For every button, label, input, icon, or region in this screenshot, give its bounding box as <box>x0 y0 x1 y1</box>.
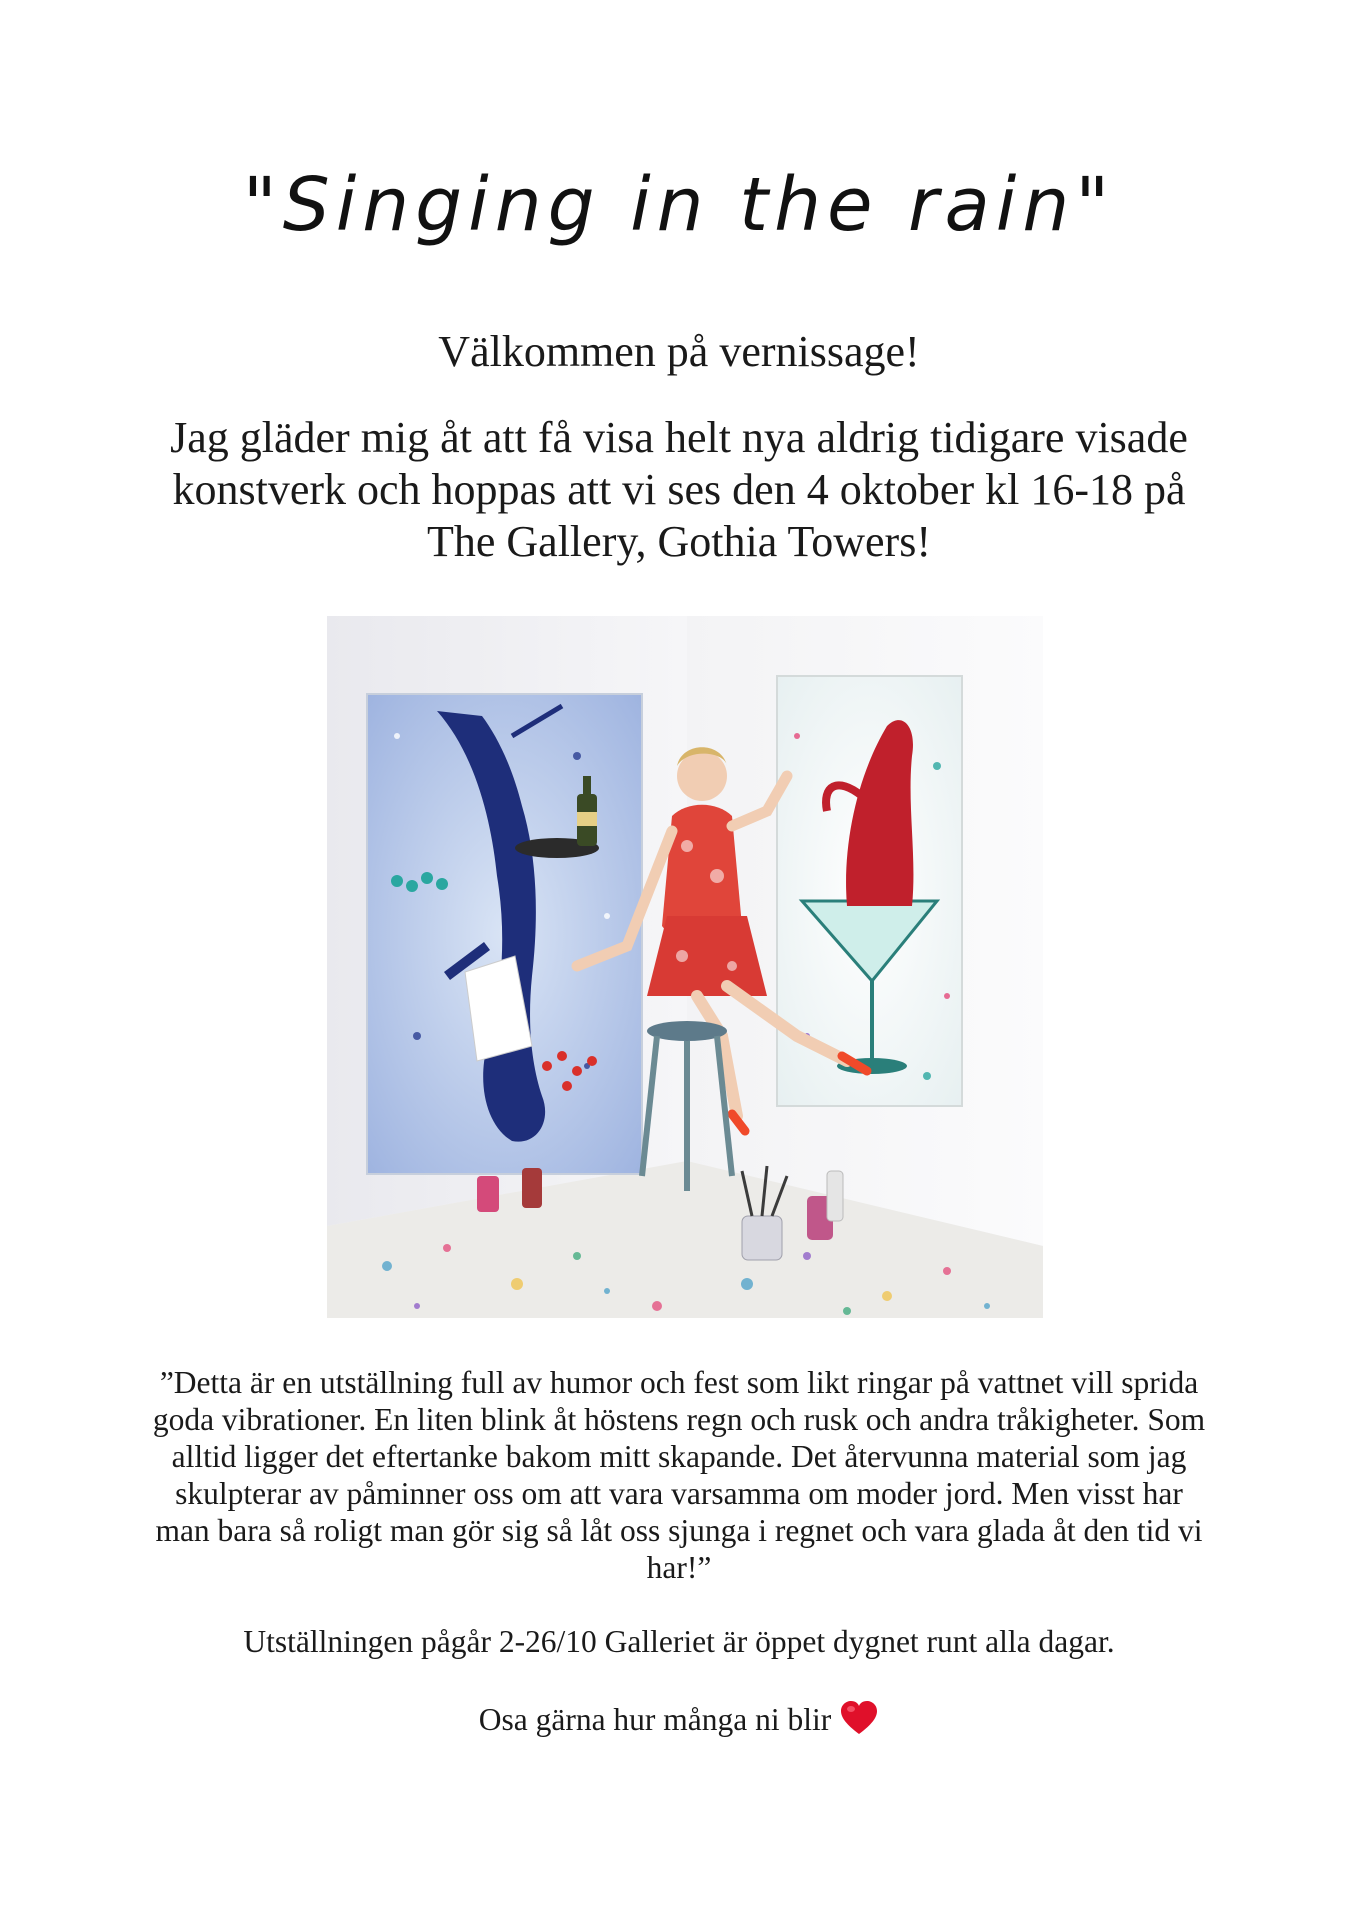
rsvp-line <box>0 1700 1358 1746</box>
intro-text: Jag gläder mig åt att få visa helt nya aldrig tidigare visade konstverk och hoppas att vi ses den 4 oktober kl 16-18 på The Gallery, Gothia Towers! <box>170 413 1188 566</box>
exhibition-dates: Utställningen pågår 2-26/10 Galleriet är öppet dygnet runt alla dagar. <box>243 1624 1115 1659</box>
heart-icon <box>839 1700 879 1746</box>
artist-photo <box>327 616 1043 1318</box>
welcome-heading: Välkommen på vernissage! <box>438 327 920 376</box>
poster-title: "Singing in the rain" <box>242 162 1116 248</box>
rsvp-text: Osa gärna hur många ni blir <box>478 1702 832 1737</box>
artist-quote: ”Detta är en utställning full av humor och fest som likt ringar på vattnet vill sprida goda vibrationer. En liten blink åt höstens regn och rusk och andra tråkigheter. Som alltid ligger det eftertanke bakom mitt skapande. Det återvunna material som jag skulpterar av påminner oss om att vara varsamma om moder jord. Men visst har man bara så roligt man gör sig så låt oss sjunga i regnet och vara glada åt den tid vi har!” <box>152 1365 1206 1585</box>
